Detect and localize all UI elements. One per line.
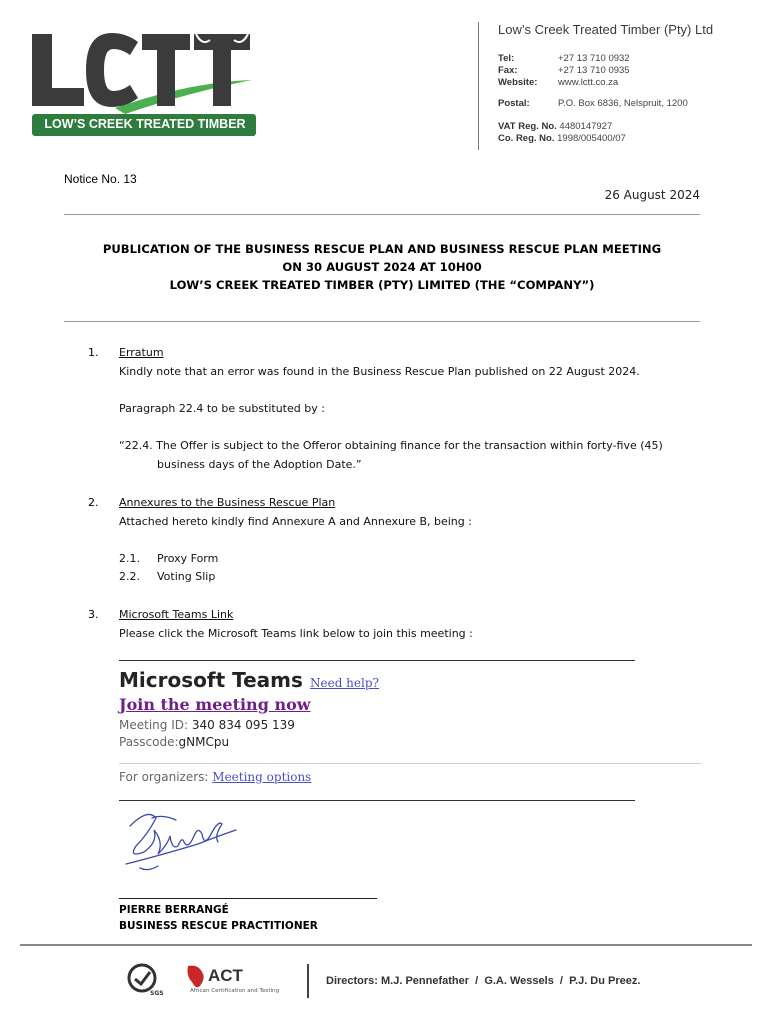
organizers-label: For organizers: [119, 770, 209, 784]
divider-top [64, 214, 700, 215]
meeting-options-link[interactable]: Meeting options [212, 770, 312, 784]
section-3-heading: Microsoft Teams Link [119, 608, 234, 621]
footer-vertical-divider [307, 964, 309, 998]
teams-rule-bottom [119, 800, 635, 801]
title-line-3: LOW’S CREEK TREATED TIMBER (PTY) LIMITED (THE “COMPANY”) [169, 278, 595, 292]
header-divider [478, 22, 479, 150]
section-1-quote-line-1: “22.4. The Offer is subject to the Offeror obtaining finance for the transaction within forty-five (45) [119, 439, 663, 452]
section-1-heading: Erratum [119, 346, 164, 359]
title-line-1: PUBLICATION OF THE BUSINESS RESCUE PLAN AND BUSINESS RESCUE PLAN MEETING [102, 242, 662, 256]
section-3-number: 3. [88, 608, 99, 621]
section-1-quote-line-2: business days of the Adoption Date.” [157, 458, 362, 471]
title-line-2: ON 30 AUGUST 2024 AT 10H00 [282, 260, 482, 274]
vat-label: VAT Reg. No. [498, 121, 557, 132]
list-item-label: Proxy Form [157, 552, 219, 565]
meeting-id-row [119, 718, 295, 732]
postal-block [498, 98, 688, 109]
act-logo [182, 962, 292, 1002]
passcode-label: Passcode: [119, 735, 179, 749]
notice-number: Notice No. 13 [64, 172, 137, 186]
website-value[interactable]: www.lctt.co.za [558, 77, 619, 88]
section-2-text: Attached hereto kindly find Annexure A and Annexure B, being : [119, 515, 472, 528]
company-logo [30, 30, 260, 140]
passcode-row [119, 735, 229, 749]
section-2-number: 2. [88, 496, 99, 509]
contact-block [498, 53, 630, 89]
teams-header [119, 668, 379, 692]
section-1-number: 1. [88, 346, 99, 359]
notice-date: 26 August 2024 [604, 188, 700, 202]
postal-label: Postal: [498, 98, 530, 109]
divider-title [64, 321, 700, 322]
tel-label: Tel: [498, 53, 515, 64]
list-item-proxy [119, 552, 218, 565]
signature-image [118, 806, 248, 878]
fax-label: Fax: [498, 65, 518, 76]
teams-rule-top [119, 660, 635, 661]
postal-value: P.O. Box 6836, Nelspruit, 1200 [558, 98, 688, 109]
signature-line [119, 898, 377, 899]
signatory-role: BUSINESS RESCUE PRACTITIONER [119, 920, 318, 932]
passcode-value: gNMCpu [178, 735, 230, 749]
teams-title: Microsoft Teams [119, 668, 303, 692]
tel-value: +27 13 710 0932 [558, 53, 630, 64]
vat-value: 4480147927 [559, 121, 613, 132]
footer-divider [20, 944, 752, 946]
website-label: Website: [498, 77, 538, 88]
list-item-number: 2.1. [119, 552, 140, 565]
meeting-id-label: Meeting ID: [119, 718, 189, 732]
company-name: Low’s Creek Treated Timber (Pty) Ltd [498, 22, 714, 37]
coreg-value: 1998/005400/07 [557, 133, 626, 144]
meeting-id-value: 340 834 095 139 [191, 718, 295, 732]
section-2-heading: Annexures to the Business Rescue Plan [119, 496, 336, 509]
act-sub-label: African Certification and Testing [190, 988, 280, 994]
section-1-paragraph-note: Paragraph 22.4 to be substituted by : [119, 402, 325, 415]
coreg-label: Co. Reg. No. [498, 133, 555, 144]
document-title [64, 240, 700, 294]
list-item-voting [119, 570, 215, 583]
directors-list: Directors: M.J. Pennefather / G.A. Wessels / P.J. Du Preez. [326, 975, 641, 987]
section-1-text: Kindly note that an error was found in the Business Rescue Plan published on 22 August 2024. [119, 365, 640, 378]
act-label: ACT [208, 966, 243, 985]
sgs-label: SGS [150, 990, 164, 997]
section-3-text: Please click the Microsoft Teams link below to join this meeting : [119, 627, 473, 640]
list-item-number: 2.2. [119, 570, 140, 583]
organizers-row [119, 770, 311, 784]
registration-block [498, 121, 626, 145]
signatory-name: PIERRE BERRANGÉ [119, 904, 229, 916]
teams-separator [119, 763, 701, 764]
join-meeting-link[interactable]: Join the meeting now [119, 695, 311, 714]
fax-value: +27 13 710 0935 [558, 65, 630, 76]
need-help-link[interactable]: Need help? [309, 676, 379, 690]
logo-banner-text: LOW’S CREEK TREATED TIMBER [44, 117, 246, 131]
sgs-logo [126, 962, 170, 1000]
list-item-label: Voting Slip [157, 570, 216, 583]
